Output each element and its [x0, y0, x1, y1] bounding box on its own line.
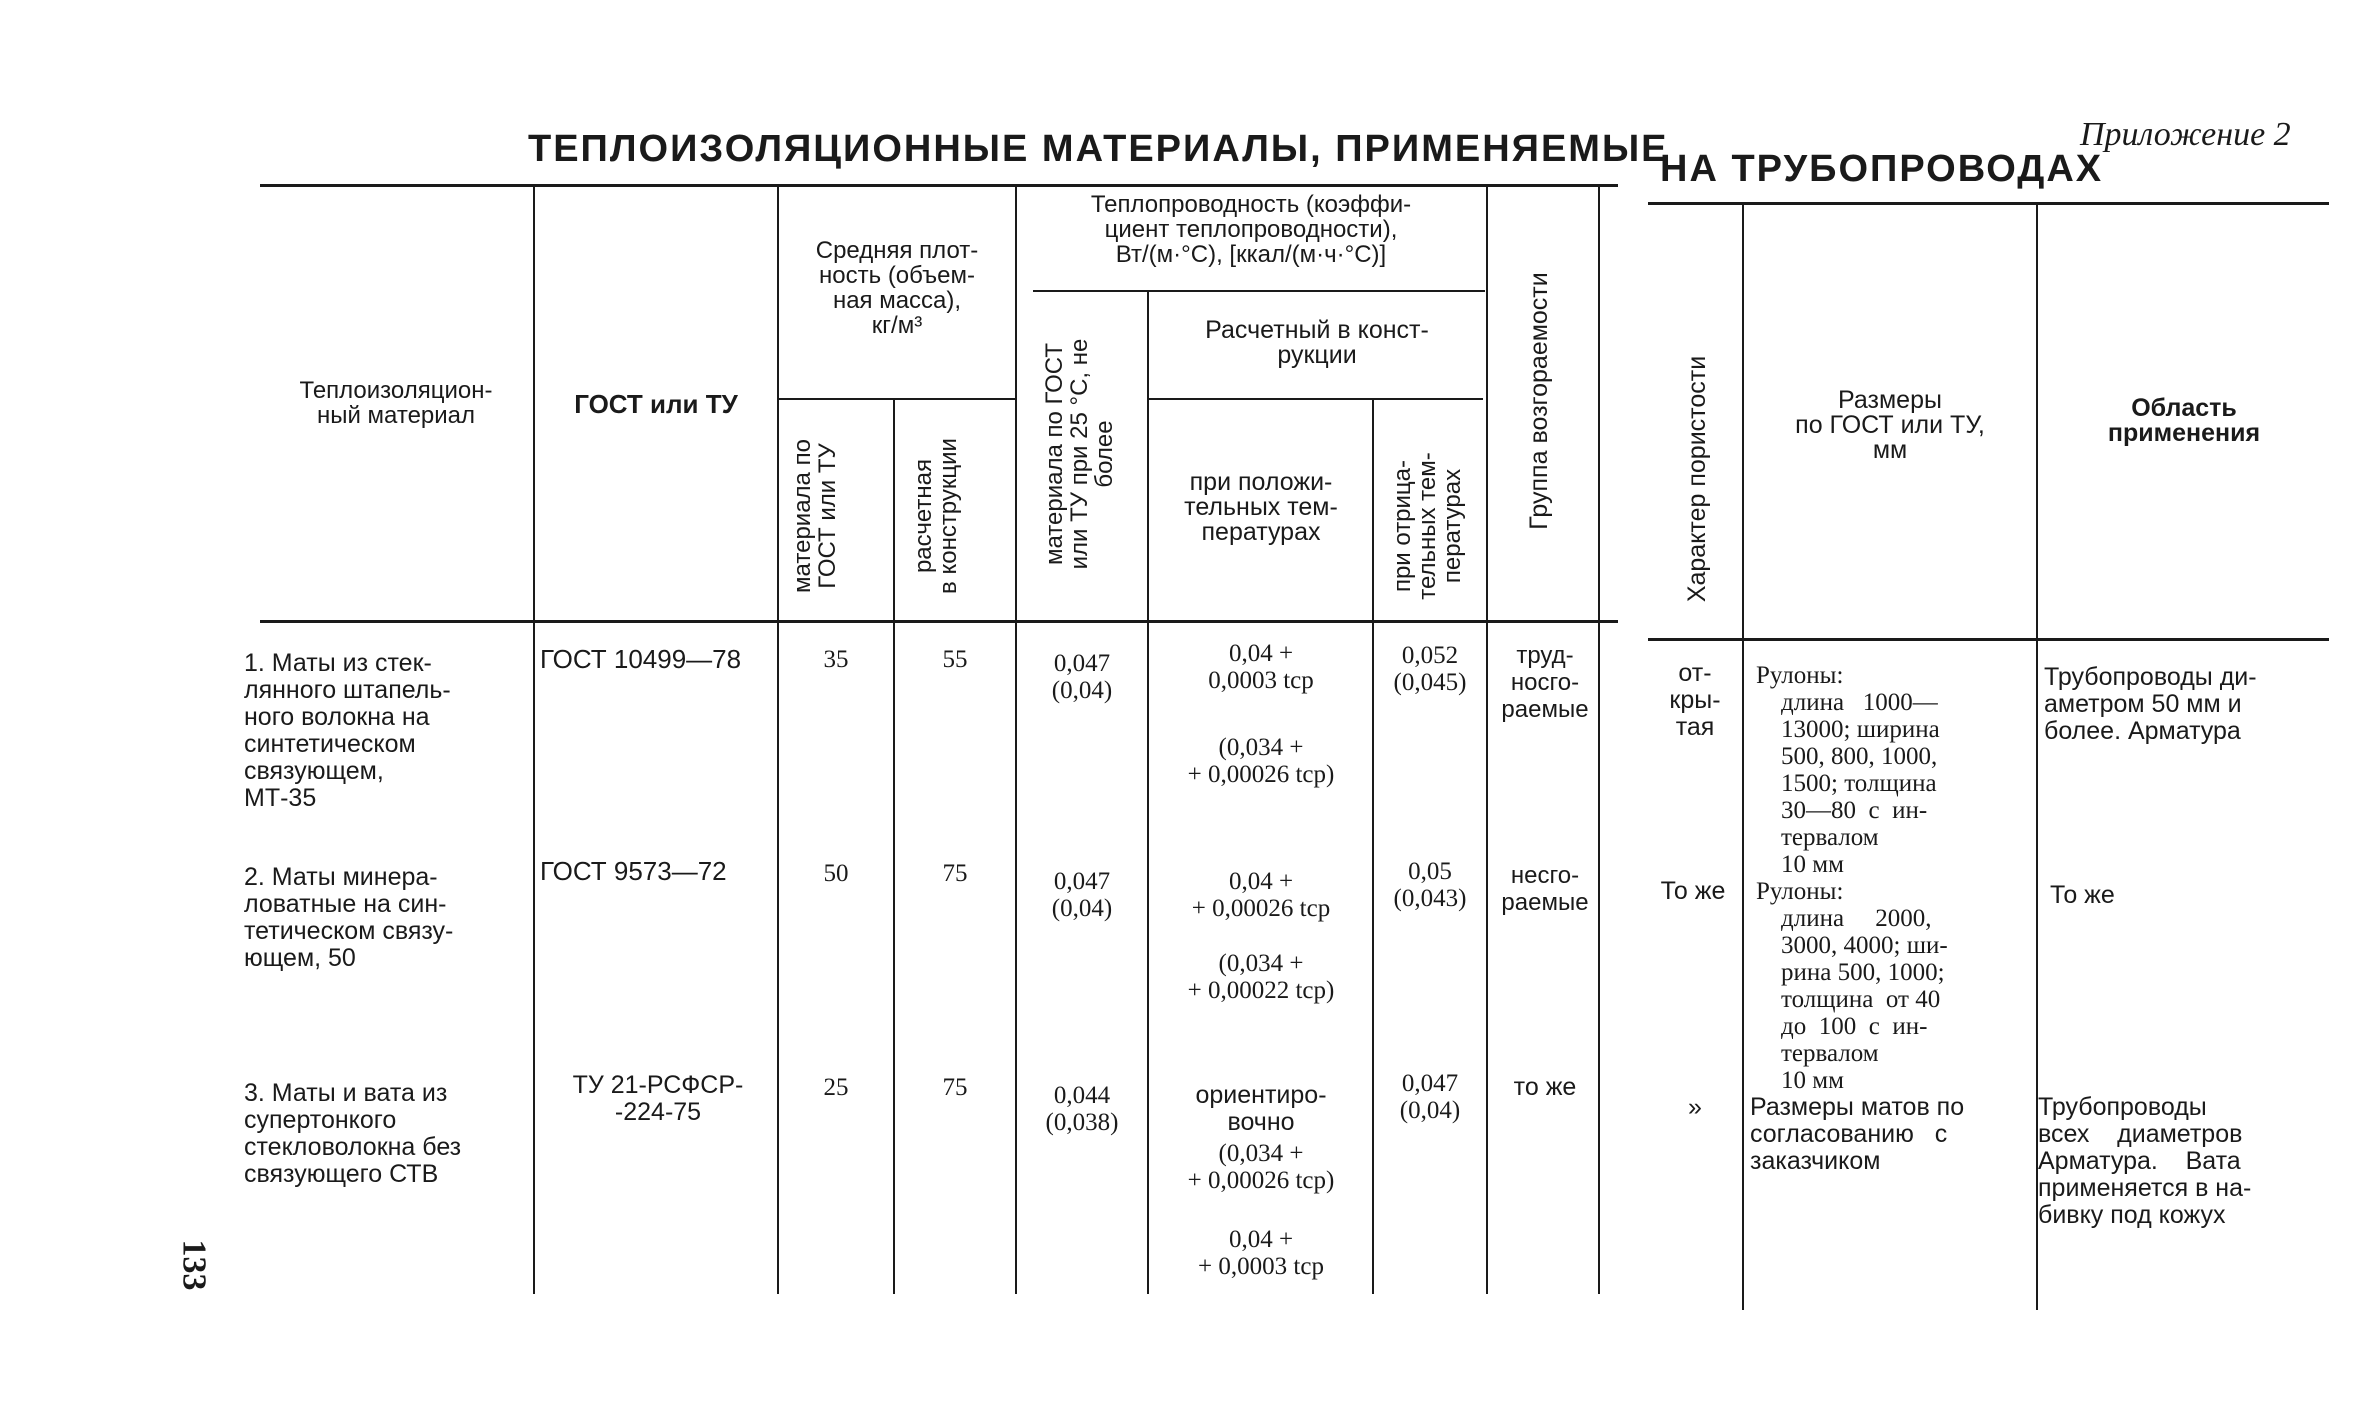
- row1-density-calc: 55: [942, 646, 968, 673]
- row1-gost: ГОСТ 10499—78: [540, 644, 742, 674]
- header-flammability: Группа возгораемости: [1525, 272, 1553, 530]
- header-density-gost: материала по ГОСТ или ТУ: [789, 439, 841, 593]
- row3-flammability: то же: [1513, 1073, 1577, 1101]
- row1-material: 1. Маты из стек- лянного штапель- ного волокна на синтетическом связующем, МТ-35: [244, 649, 451, 812]
- calc-subheader-rule: [1148, 398, 1483, 400]
- row3-cond-negative: 0,047 (0,04): [1399, 1070, 1461, 1124]
- col-divider: [1147, 292, 1149, 1294]
- col-divider: [533, 186, 535, 1294]
- row1-application: Трубопроводы ди- аметром 50 мм и более. Арматура: [2044, 663, 2257, 745]
- row2-porosity: То же: [1660, 877, 1726, 905]
- row3-sizes: Размеры матов по согласованию с заказчиком: [1750, 1093, 1965, 1175]
- table-top-rule: [260, 184, 1618, 187]
- row2-cond-positive-b: (0,034 + + 0,00022 tср): [1187, 950, 1335, 1004]
- col-divider: [1486, 186, 1488, 1294]
- row2-density-gost: 50: [823, 860, 849, 887]
- header-conductivity: Теплопроводность (коэффи- циент теплопроводности), Вт/(м·°С), [ккал/(м·ч·°С)]: [1090, 191, 1412, 268]
- row2-cond-positive-a: 0,04 + + 0,00026 tср: [1191, 868, 1331, 922]
- density-subheader-rule: [778, 398, 1016, 400]
- row1-porosity: от- кры- тая: [1669, 659, 1721, 741]
- page-title-left: ТЕПЛОИЗОЛЯЦИОННЫЕ МАТЕРИАЛЫ, ПРИМЕНЯЕМЫЕ: [528, 128, 1669, 170]
- row2-material: 2. Маты минера- ловатные на син- тетическом связу- ющем, 50: [244, 863, 454, 972]
- row3-cond-positive-a: ориентиро- вочно: [1195, 1081, 1327, 1136]
- row2-sizes: Рулоны: длина 2000, 3000, 4000; ши- рина 500, 1000; толщина от 40 до 100 с ин- тервалом 10 мм: [1756, 878, 1948, 1094]
- row3-density-calc: 75: [942, 1074, 968, 1101]
- header-cond-negative: при отрица- тельных тем- пературах: [1389, 452, 1466, 600]
- appendix-label: Приложение 2: [2080, 116, 2291, 153]
- row1-sizes: Рулоны: длина 1000— 13000; ширина 500, 800, 1000, 1500; толщина 30—80 с ин- тервалом 10 мм: [1756, 662, 1940, 878]
- row1-cond-positive-b: (0,034 + + 0,00026 tср): [1187, 734, 1335, 788]
- right-header-bottom-rule: [1648, 638, 2329, 641]
- row3-cond-positive-c: 0,04 + + 0,0003 tср: [1198, 1226, 1324, 1280]
- row2-cond-negative: 0,05 (0,043): [1393, 858, 1467, 912]
- cond-subheader-rule: [1033, 290, 1485, 292]
- row3-cond-positive-b: (0,034 + + 0,00026 tср): [1187, 1140, 1335, 1194]
- header-density-calc: расчетная в конструкции: [910, 438, 962, 594]
- row2-cond-gost: 0,047 (0,04): [1051, 868, 1113, 922]
- row3-application: Трубопроводы всех диаметров Арматура. Вата применяется в на- бивку под кожух: [2038, 1093, 2252, 1229]
- row1-cond-negative: 0,052 (0,045): [1393, 642, 1467, 696]
- header-sizes: Размеры по ГОСТ или ТУ, мм: [1795, 386, 1985, 464]
- row1-flammability: труд- носго- раемые: [1501, 642, 1589, 723]
- header-cond-positive: при положи- тельных тем- пературах: [1184, 468, 1338, 546]
- row3-cond-gost: 0,044 (0,038): [1045, 1082, 1119, 1136]
- row3-gost: ТУ 21-РСФСР- -224-75: [572, 1071, 744, 1126]
- header-cond-gost: материала по ГОСТ или ТУ при 25 °С, не более: [1041, 338, 1118, 570]
- row3-porosity: »: [1688, 1093, 1702, 1121]
- row1-cond-gost: 0,047 (0,04): [1051, 650, 1113, 704]
- row3-density-gost: 25: [823, 1074, 849, 1101]
- row2-gost: ГОСТ 9573—72: [540, 856, 727, 886]
- page-number: 133: [175, 1239, 213, 1291]
- row3-material: 3. Маты и вата из супертонкого стекловолокна без связующего СТВ: [244, 1079, 462, 1188]
- col-divider: [777, 186, 779, 1294]
- page-title-right: НА ТРУБОПРОВОДАХ: [1660, 148, 2104, 190]
- row1-density-gost: 35: [823, 646, 849, 673]
- right-table-top-rule: [1648, 202, 2329, 205]
- row1-cond-positive-a: 0,04 + 0,0003 tср: [1208, 640, 1314, 694]
- col-divider: [1598, 186, 1600, 1294]
- header-porosity: Характер пористости: [1683, 355, 1711, 603]
- header-application: Область применения: [2107, 394, 2261, 447]
- row2-flammability: несго- раемые: [1501, 862, 1589, 916]
- header-cond-calc: Расчетный в конст- рукции: [1205, 316, 1429, 369]
- col-divider: [893, 400, 895, 1294]
- col-divider: [1742, 204, 1744, 1310]
- header-material: Теплоизоляцион- ный материал: [299, 377, 493, 429]
- header-density: Средняя плот- ность (объем- ная масса), кг/м³: [815, 237, 979, 339]
- row2-application: То же: [2050, 881, 2115, 909]
- header-gost: ГОСТ или ТУ: [574, 389, 738, 419]
- row2-density-calc: 75: [942, 860, 968, 887]
- col-divider: [1372, 400, 1374, 1294]
- col-divider: [1015, 186, 1017, 1294]
